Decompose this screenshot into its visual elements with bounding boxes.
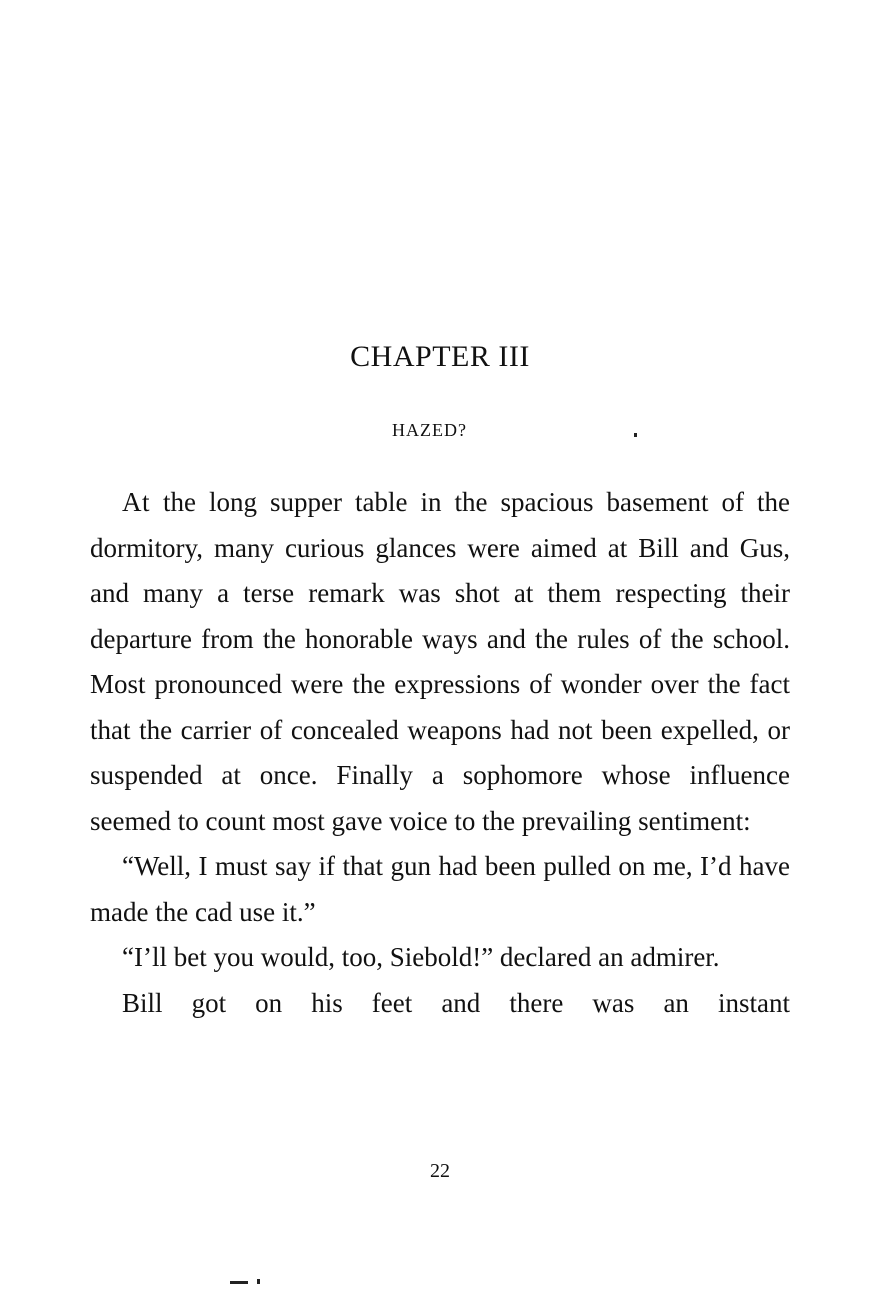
chapter-heading: CHAPTER III bbox=[350, 340, 530, 373]
chapter-subtitle: HAZED? bbox=[392, 420, 467, 440]
body-text bbox=[90, 480, 790, 1026]
page-number: 22 bbox=[430, 1160, 450, 1182]
paragraph-lead: At bbox=[122, 487, 150, 517]
paragraph-text: the long supper table in the spacious basement of the dormitory, many curious glances were aimed at Bill and Gus, and many a terse remark was shot at them respecting their departure from the honorable ways and the rules of the school. Most pronounced were the expressions of wonder over the fact that the carrier of concealed weapons had not been expelled, or suspended at once. Finally a sophomore whose influence seemed to count most gave voice to the prevailing sentiment: bbox=[90, 487, 790, 836]
paragraph: “Well, I must say if that gun had been pulled on me, I’d have made the cad use it.” bbox=[90, 851, 790, 927]
paragraph bbox=[90, 480, 790, 844]
ink-speck bbox=[230, 1281, 248, 1284]
ink-speck bbox=[634, 433, 637, 437]
ink-speck bbox=[257, 1279, 260, 1284]
paragraph: Bill got on his feet and there was an instant bbox=[122, 987, 790, 1018]
paragraph: “I’ll bet you would, too, Siebold!” declared an admirer. bbox=[122, 942, 720, 972]
